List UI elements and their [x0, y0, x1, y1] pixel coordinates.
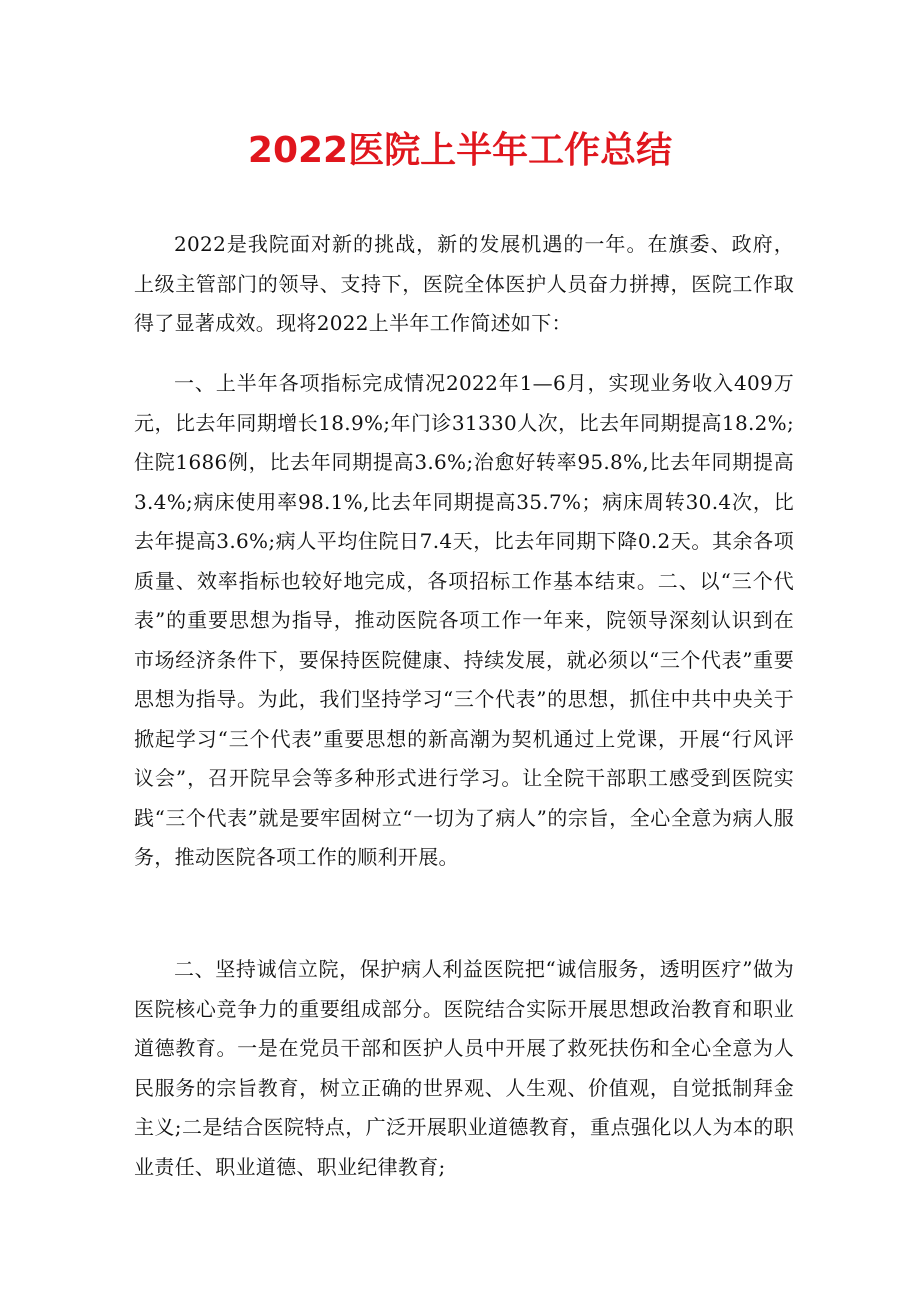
body-paragraph-integrity: [134, 950, 794, 1187]
paragraph-text: 二、坚持诚信立院，保护病人利益医院把“诚信服务，透明医疗”做为医院核心竞争力的重要组成部分。医院结合实际开展思想政治教育和职业道德教育。一是在党员干部和医护人员中开展了救死扶伤和全心全意为人民服务的宗旨教育，树立正确的世界观、人生观、价值观，自觉抵制拜金主义;二是结合医院特点，广泛开展职业道德教育，重点强化以人为本的职业责任、职业道德、职业纪律教育;: [134, 957, 794, 1179]
paragraph-text: 一、上半年各项指标完成情况2022年1—6月，实现业务收入409万元，比去年同期增长18.9%;年门诊31330人次，比去年同期提高18.2%;住院1686例，比去年同期提高3.6%;治愈好转率95.8%,比去年同期提高3.4%;病床使用率98.1%,比去年同期提高35.7%；病床周转30.4次，比去年提高3.6%;病人平均住院日7.4天，比去年同期下降0.2天。其余各项质量、效率指标也较好地完成，各项招标工作基本结束。二、以“三个代表”的重要思想为指导，推动医院各项工作一年来，院领导深刻认识到在市场经济条件下，要保持医院健康、持续发展，就必须以“三个代表”重要思想为指导。为此，我们坚持学习“三个代表”的思想，抓住中共中央关于掀起学习“三个代表”重要思想的新高潮为契机通过上党课，开展“行风评议会”，召开院早会等多种形式进行学习。让全院干部职工感受到医院实践“三个代表”就是要牢固树立“一切为了病人”的宗旨，全心全意为病人服务，推动医院各项工作的顺利开展。: [134, 371, 794, 869]
page-title: 2022医院上半年工作总结: [247, 130, 673, 171]
paragraph-text: 2022是我院面对新的挑战，新的发展机遇的一年。在旗委、政府，上级主管部门的领导、支持下，医院全体医护人员奋力拼搏，医院工作取得了显著成效。现将2022上半年工作简述如下：: [134, 232, 794, 335]
body-paragraph-indicators: [134, 364, 794, 878]
body-paragraph-intro: [134, 225, 794, 344]
